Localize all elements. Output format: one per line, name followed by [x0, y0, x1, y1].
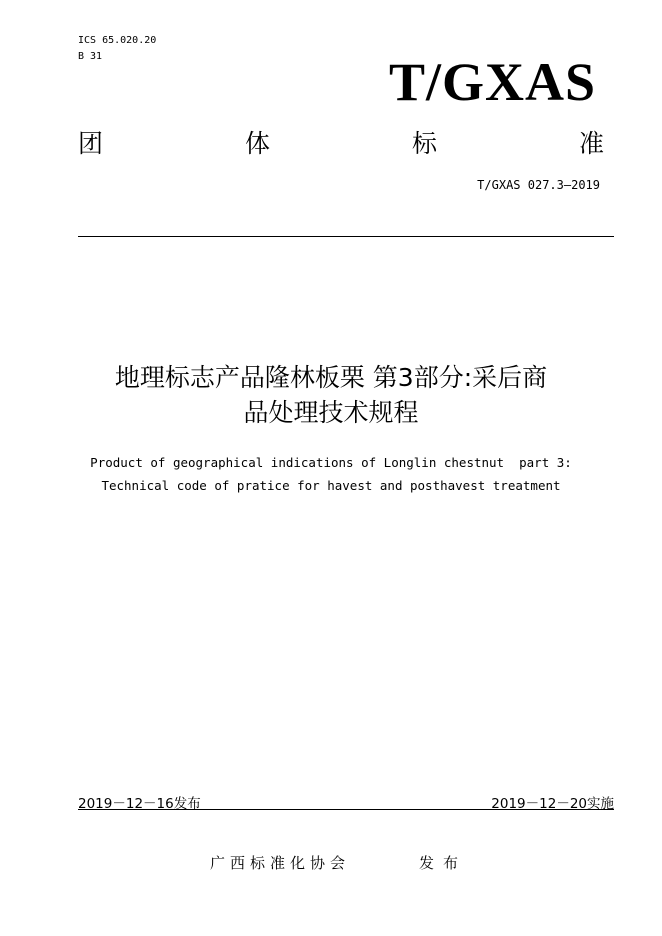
standard-type [78, 128, 604, 160]
standard-type-char: 体 [244, 129, 270, 158]
standard-type-char: 标 [411, 129, 437, 158]
implement-date: 2019－12－20实施 [491, 796, 614, 812]
title-cn-line1: 地理标志产品隆林板栗 第3部分:采后商 [114, 363, 548, 392]
issuer-name: 广西标准化协会 [210, 854, 351, 872]
ccs-code: B 31 [78, 51, 103, 62]
title-cn-line2: 品处理技术规程 [243, 398, 419, 427]
standard-code: T/GXAS 027.3—2019 [477, 178, 600, 192]
title-en-line1: Product of geographical indications of Longlin chestnut part 3: [90, 455, 572, 470]
classification-block [78, 33, 156, 65]
issue-label: 发布 [419, 854, 468, 872]
ics-code: ICS 65.020.20 [78, 35, 157, 46]
header-divider [78, 236, 614, 237]
standard-type-char: 团 [78, 129, 104, 158]
title-en-line2: Technical code of pratice for havest and posthavest treatment [101, 478, 561, 493]
brand-logo-text: T/GXAS [388, 52, 596, 112]
standard-type-char: 准 [578, 129, 604, 158]
publish-date: 2019－12－16发布 [78, 796, 201, 812]
footer-divider [78, 809, 614, 810]
